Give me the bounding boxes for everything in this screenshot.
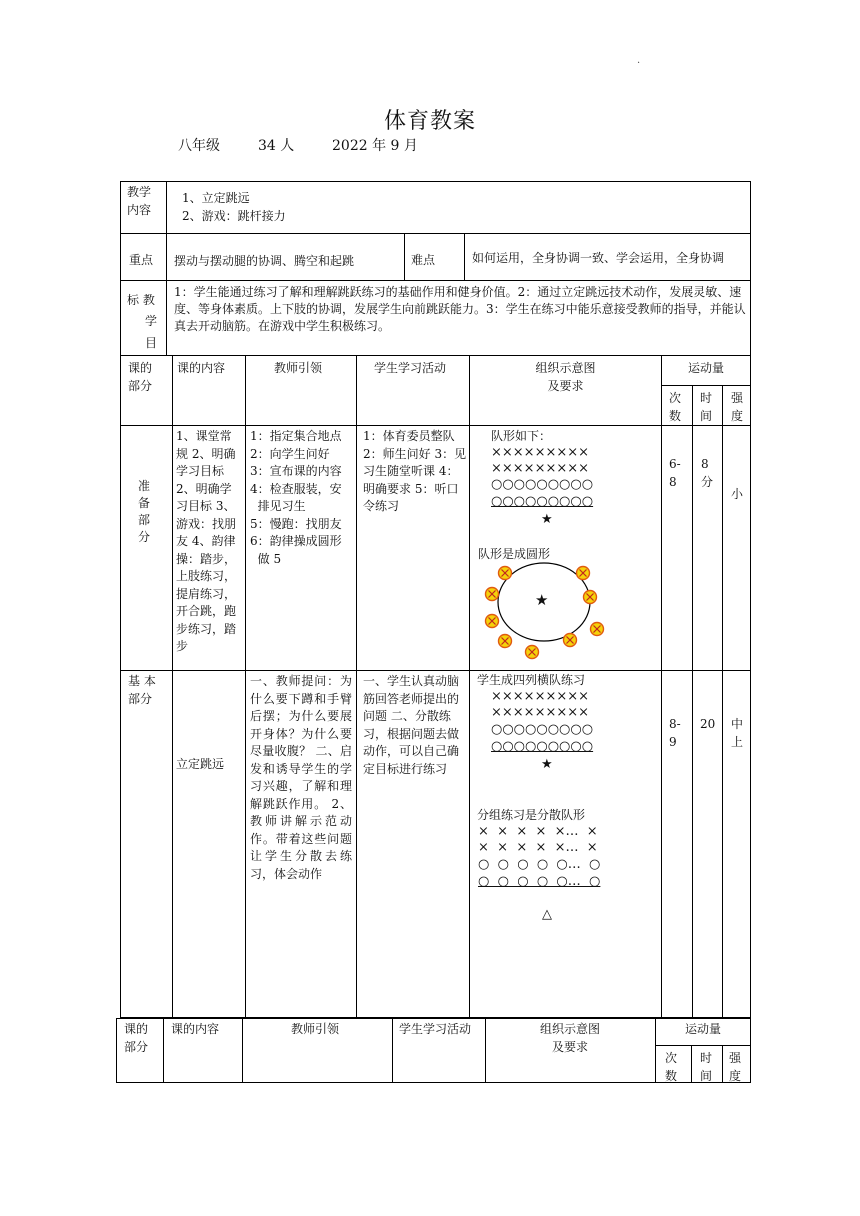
grade: 八年级: [178, 138, 220, 154]
key-label: 重点: [129, 253, 154, 267]
content-item-1: 1、立定跳远: [182, 191, 250, 205]
student-marker-icon: [584, 591, 597, 604]
basic-row-o-1: ○○○○○○○○○: [491, 722, 594, 737]
basic-times: 8- 9: [669, 717, 681, 749]
prep-row-o-2: ○○○○○○○○○: [491, 494, 594, 509]
col-intensity: 强 度: [731, 391, 744, 423]
student-marker-icon: [499, 567, 512, 580]
col-load: 运动量: [687, 361, 724, 375]
basic-row-x-2: ×××××××××: [491, 705, 590, 720]
h2-part: 课的 部分: [124, 1022, 149, 1054]
col-time: 时 间: [700, 391, 713, 423]
h2-intensity: 强 度: [729, 1051, 742, 1083]
basic-time: 20: [700, 717, 716, 731]
page-title: 体育教案: [383, 109, 476, 134]
content-item-2: 2、游戏：跳杆接力: [182, 209, 286, 223]
h2-content: 课的内容: [171, 1022, 220, 1036]
prep-row-o-1: ○○○○○○○○○: [491, 477, 594, 492]
student-marker-icon: [486, 588, 499, 601]
basic-row-x-1: ×××××××××: [491, 689, 590, 704]
basic-student: 一、学生认真动脑筋回答老师提出的问题 二、分散练习，根据问题去做动作，可以自己确定目标进行练习: [363, 674, 460, 776]
key-text: 摆动与摆动腿的协调、腾空和起跳: [174, 254, 355, 268]
prep-part: 准 备 部 分: [138, 479, 151, 544]
prep-circle-title: 队形是成圆形: [478, 547, 551, 561]
basic-teacher-star: ★: [541, 757, 553, 772]
circle-center-star: ★: [535, 591, 549, 609]
student-marker-icon: [499, 635, 512, 648]
basic-content: 立定跳远: [176, 757, 225, 771]
prep-row-x-1: ×××××××××: [491, 445, 590, 460]
student-marker-icon: [526, 646, 539, 659]
h2-diagram: 组织示意图 及要求: [539, 1022, 600, 1054]
prep-intensity: 小: [731, 487, 744, 501]
prep-times: 6- 8: [669, 457, 681, 489]
h2-times: 次 数: [665, 1051, 678, 1083]
basic-scatter-x-2: × × × × ×… ×: [478, 840, 598, 855]
goal-label-3: 目: [145, 336, 158, 350]
content-label: 教学 内容: [127, 185, 152, 217]
basic-scatter-o-2: ○ ○ ○ ○ ○… ○: [478, 874, 601, 889]
h2-teacher: 教师引领: [291, 1022, 340, 1036]
col-content: 课的内容: [177, 361, 226, 375]
difficulty-text: 如何运用，全身协调一致、学会运用，全身协调: [472, 251, 725, 265]
h2-time: 时 间: [700, 1051, 713, 1083]
basic-scatter-o-1: ○ ○ ○ ○ ○… ○: [478, 857, 601, 872]
basic-triangle: △: [542, 907, 552, 922]
prep-content: 1、课堂常规 2、明确学习目标 2、明确学习目标 3、 游戏：找朋友 4、韵律操：踏步，上肢练习，提肩练习，开合跳，跑步练习，踏步: [176, 429, 237, 653]
prep-teacher: 1：指定集合地点 2：向学生问好 3：宣布课的内容 4：检查服装，安 排见习生 5：慢跑：找朋友 6：韵律操成圆形 做 5: [250, 429, 342, 566]
difficulty-label: 难点: [411, 253, 436, 267]
student-marker-icon: [564, 634, 577, 647]
basic-scatter-x-1: × × × × ×… ×: [478, 824, 598, 839]
basic-intensity: 中 上: [731, 717, 744, 749]
student-count: 34 人: [258, 138, 295, 154]
prep-student: 1：体育委员整队 2：师生问好 3：见习生随堂听课 4：明确要求 5：听口令练习: [363, 429, 467, 513]
prep-teacher-star: ★: [541, 512, 553, 527]
goal-text: 1：学生能通过练习了解和理解跳跃练习的基础作用和健身价值。2：通过立定跳远技术动作，发展灵敏、速度、等身体素质。上下肢的协调，发展学生向前跳跃能力。3：学生在练习中能乐意接受教师的指导，并能认真去开动脑筋。在游戏中学生积极练习。: [174, 285, 746, 333]
prep-time: 8 分: [701, 457, 714, 489]
student-marker-icon: [486, 615, 499, 628]
col-times: 次 数: [669, 391, 682, 423]
goal-label-2: 学: [145, 314, 158, 328]
student-marker-icon: [577, 567, 590, 580]
h2-student: 学生学习活动: [399, 1022, 472, 1036]
prep-diagram-title: 队形如下：: [491, 429, 552, 443]
date: 2022 年 9 月: [332, 138, 418, 154]
basic-teacher: 一、教师提问：为什么要下蹲和手臂后摆；为什么要展开身体？为什么要尽量收腹？ 二、启发和诱导学生的学习兴趣，了解和理解跳跃作用。 2、教师讲解示范动作。带着这些问题让学生分散去练习，体会动作: [250, 674, 352, 881]
basic-part: 基 本 部分: [128, 674, 156, 706]
basic-row-o-2: ○○○○○○○○○: [491, 739, 594, 754]
col-diagram: 组织示意图 及要求: [535, 361, 596, 393]
col-student: 学生学习活动: [374, 361, 447, 375]
h2-load: 运动量: [684, 1022, 721, 1036]
basic-diagram-title: 学生成四列横队练习: [477, 673, 586, 687]
col-part: 课的 部分: [128, 361, 153, 393]
goal-label-1: 标 教: [127, 293, 155, 307]
prep-row-x-2: ×××××××××: [491, 461, 590, 476]
basic-scatter-title: 分组练习是分散队形: [477, 808, 586, 822]
col-teacher: 教师引领: [274, 361, 323, 375]
page-dot: ·: [637, 58, 641, 69]
student-marker-icon: [591, 623, 604, 636]
